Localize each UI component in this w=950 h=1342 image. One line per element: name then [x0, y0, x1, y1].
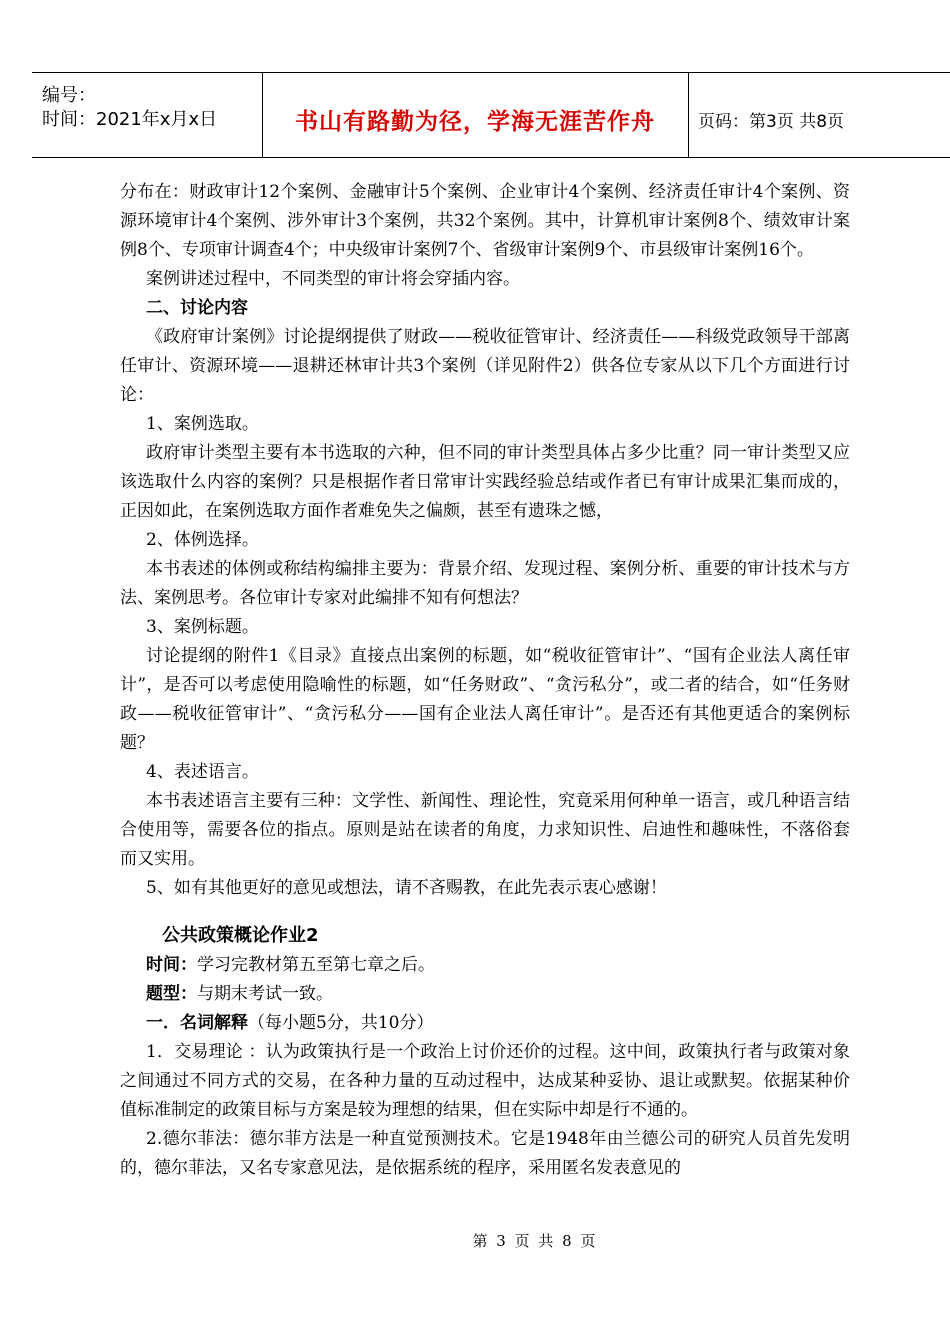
- list-item: 1、案例选取。: [146, 414, 259, 434]
- paragraph: 分布在：财政审计12个案例、金融审计5个案例、企业审计4个案例、经济责任审计4个案例、资源环境审计4个案例、涉外审计3个案例，共32个案例。其中，计算机审计案例8个、绩效审计案例8个、专项审计调查4个；中央级审计案例7个、省级审计案例9个、市县级审计案例16个。: [120, 182, 850, 260]
- paragraph: 本书表述的体例或称结构编排主要为：背景介绍、发现过程、案例分析、重要的审计技术与方法、案例思考。各位审计专家对此编排不知有何想法？: [120, 559, 850, 608]
- paragraph: 本书表述语言主要有三种：文学性、新闻性、理论性，究竟采用何种单一语言，或几种语言结合使用等，需要各位的指点。原则是站在读者的角度，力求知识性、启迪性和趣味性，不落俗套而又实用。: [120, 791, 850, 869]
- page-header: [32, 72, 950, 158]
- question: 1．交易理论 ：认为政策执行是一个政治上讨价还价的过程。这中间，政策执行者与政策对象之间通过不同方式的交易，在各种力量的互动过程中，达成某种妥协、退让或默契。依据某种价值标准制定的政策目标与方案是较为理想的结果，但在实际中却是行不通的。: [120, 1042, 850, 1120]
- section-heading: 二、讨论内容: [146, 298, 248, 318]
- header-info-cell: [32, 73, 263, 157]
- section-line: [120, 1009, 850, 1038]
- list-item: 3、案例标题。: [146, 617, 259, 637]
- paragraph: 讨论提纲的附件1《目录》直接点出案例的标题，如“税收征管审计”、“国有企业法人离任审计”，是否可以考虑使用隐喻性的标题，如“任务财政”、“贪污私分”，或二者的结合，如“任务财政——税收征管审计”、“贪污私分——国有企业法人离任审计”。是否还有其他更适合的案例标题？: [120, 646, 850, 753]
- list-item: 2、体例选择。: [146, 530, 259, 550]
- paragraph: 案例讲述过程中，不同类型的审计将会穿插内容。: [146, 269, 520, 289]
- number-label: 编号：: [42, 85, 96, 106]
- section-label: 一．名词解释: [146, 1013, 248, 1033]
- type-field-label: 题型：: [146, 984, 197, 1004]
- time-field-value: 学习完教材第五至第七章之后。: [197, 955, 435, 975]
- section-note: （每小题5分，共10分）: [248, 1013, 434, 1033]
- header-motto-cell: [262, 73, 689, 157]
- document-body: [120, 178, 850, 1183]
- list-item: 5、如有其他更好的意见或想法，请不吝赐教，在此先表示衷心感谢！: [146, 878, 667, 898]
- list-item: 4、表述语言。: [146, 762, 259, 782]
- paragraph: 《政府审计案例》讨论提纲提供了财政——税收征管审计、经济责任——科级党政领导干部离任审计、资源环境——退耕还林审计共3个案例（详见附件2）供各位专家从以下几个方面进行讨论：: [120, 327, 850, 405]
- time-label: 时间：2021年x月x日: [42, 109, 218, 130]
- question: 2.德尔菲法：德尔菲方法是一种直觉预测技术。它是1948年由兰德公司的研究人员首先发明的，德尔菲法，又名专家意见法，是依据系统的程序，采用匿名发表意见的: [120, 1129, 850, 1178]
- time-line: [120, 951, 850, 980]
- type-line: [120, 980, 850, 1009]
- paragraph: 政府审计类型主要有本书选取的六种，但不同的审计类型具体占多少比重？同一审计类型又应该选取什么内容的案例？只是根据作者日常审计实践经验总结或作者已有审计成果汇集而成的，正因如此，在案例选取方面作者难免失之偏颇，甚至有遗珠之憾，: [120, 443, 850, 521]
- time-field-label: 时间：: [146, 955, 197, 975]
- page-code: 页码：第3页 共8页: [698, 112, 845, 132]
- assignment-title: 公共政策概论作业2: [162, 925, 319, 946]
- header-page-cell: [688, 73, 950, 157]
- page-footer: 第 3 页 共 8 页: [472, 1232, 598, 1250]
- motto: 书山有路勤为径，学海无涯苦作舟: [295, 109, 655, 135]
- type-field-value: 与期末考试一致。: [197, 984, 333, 1004]
